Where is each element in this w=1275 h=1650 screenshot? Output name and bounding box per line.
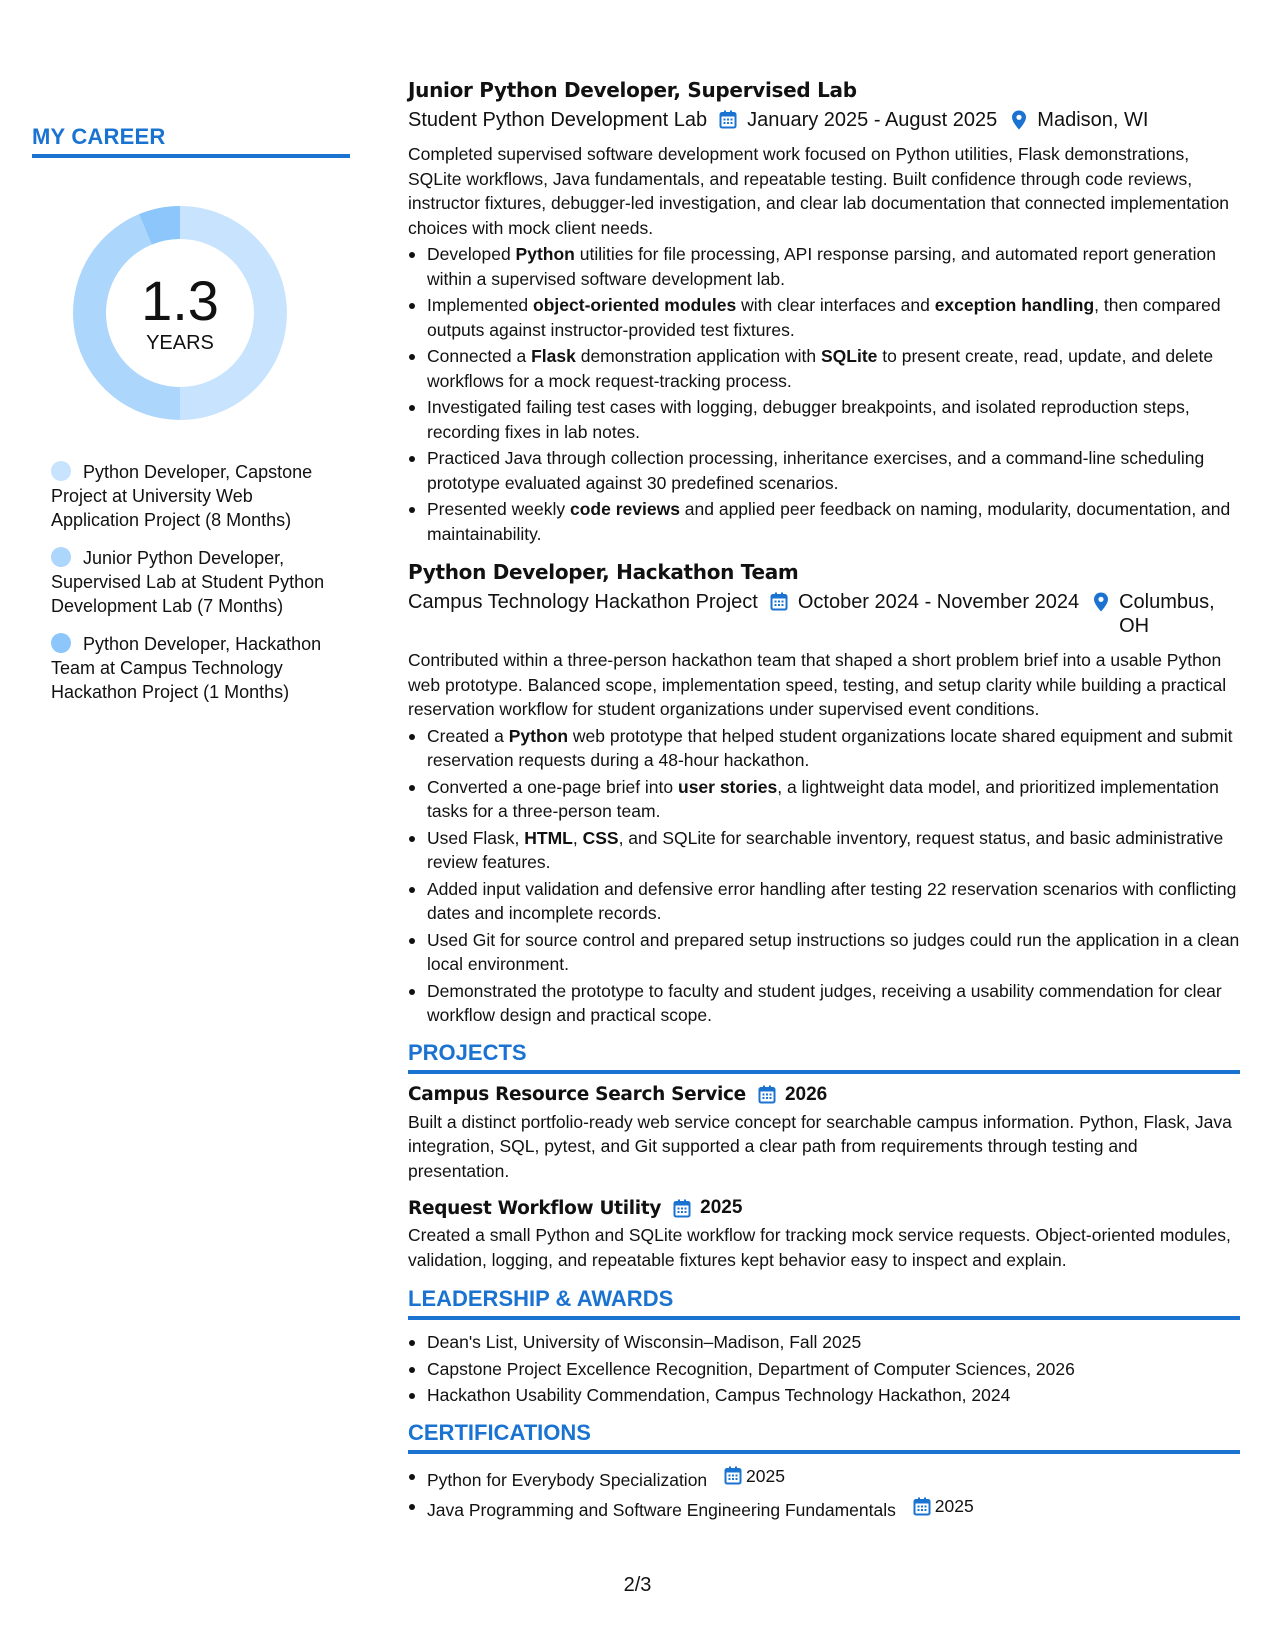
resume-main (408, 76, 1240, 1534)
certification-item (408, 1464, 1240, 1492)
projects-heading: PROJECTS (408, 1040, 1240, 1074)
job-dates (719, 108, 997, 132)
legend-item (51, 546, 340, 618)
job-bullet: Developed Python utilities for file processing, API response parsing, and automated report generation within a supervised software development lab. (408, 242, 1240, 291)
career-sidebar (32, 124, 350, 718)
calendar-icon (673, 1199, 691, 1218)
job-bullet: Presented weekly code reviews and applied peer feedback on naming, modularity, documentation, and maintainability. (408, 497, 1240, 546)
awards-list (408, 1330, 1240, 1408)
project-year: 2025 (700, 1197, 743, 1218)
map-pin-icon (1011, 110, 1027, 130)
donut-center (67, 200, 293, 426)
job-location-text: Columbus, OH (1119, 591, 1215, 637)
certification-year: 2025 (934, 1495, 974, 1516)
projects-section (408, 1040, 1240, 1273)
project-year: 2026 (784, 1083, 828, 1105)
award-item: Dean's List, University of Wisconsin–Madison, Fall 2025 (408, 1330, 1240, 1355)
map-pin-icon (1093, 592, 1109, 612)
page-number: 2/3 (623, 1574, 652, 1596)
calendar-icon (724, 1466, 742, 1485)
job-bullet: Investigated failing test cases with logging, debugger breakpoints, and isolated reproduction steps, recording fixes in lab notes. (408, 395, 1240, 444)
job-bullet: Created a Python web prototype that helped student organizations locate shared equipment and submit reservation requests during a 48-hour hackathon. (408, 724, 1240, 773)
certifications-section (408, 1420, 1240, 1523)
calendar-icon (770, 592, 788, 611)
job-bullet: Demonstrated the prototype to faculty and student judges, receiving a usability commendation for clear workflow design and practical scope. (408, 979, 1240, 1028)
job-bullet: Added input validation and defensive error handling after testing 22 reservation scenarios with conflicting dates and incomplete records. (408, 877, 1240, 926)
calendar-icon (719, 110, 737, 129)
legend-dot (51, 461, 71, 481)
project-description: Built a distinct portfolio-ready web service concept for searchable campus information. Python, Flask, Java integration, SQL, pytest, and Git supported a clear path from requirements through testing and presentation. (408, 1111, 1232, 1181)
career-donut-chart (67, 200, 293, 426)
project-date (758, 1084, 827, 1106)
job-location (1093, 590, 1225, 638)
project-title: Campus Resource Search Service (408, 1084, 746, 1105)
calendar-icon (913, 1497, 931, 1516)
job-bullet: Implemented object-oriented modules with clear interfaces and exception handling, then compared outputs against instructor-provided test fixtures. (408, 293, 1240, 342)
project-date (673, 1197, 742, 1219)
legend-item (51, 632, 340, 704)
job-description: Completed supervised software development work focused on Python utilities, Flask demonstrations, SQLite workflows, Java fundamentals, and repeatable testing. Built confidence through code reviews, instructor fixtures, debugger-led investigation, and clear lab documentation that connected implementation choices with mock client needs. (408, 144, 1230, 238)
certification-item (408, 1494, 1240, 1522)
job-title: Junior Python Developer, Supervised Lab (408, 78, 857, 102)
legend-dot (51, 547, 71, 567)
job-organization: Campus Technology Hackathon Project (408, 591, 758, 613)
job-description: Contributed within a three-person hackathon team that shaped a short problem brief into a usable Python web prototype. Balanced scope, implementation speed, testing, and setup clarity while building a practical reservation workflow for student organizations under supervised event conditions. (408, 650, 1227, 719)
job-organization: Student Python Development Lab (408, 109, 708, 131)
certification-name: Python for Everybody Specialization (427, 1469, 708, 1490)
experience-entry (408, 76, 1240, 546)
job-bullet: Connected a Flask demonstration application with SQLite to present create, read, update, and delete workflows for a mock request-tracking process. (408, 344, 1240, 393)
job-bullet: Used Git for source control and prepared setup instructions so judges could run the application in a clean local environment. (408, 928, 1240, 977)
project-title: Request Workflow Utility (408, 1197, 662, 1219)
career-heading: MY CAREER (32, 124, 350, 158)
project-entry (408, 1197, 1240, 1272)
job-dates-text: October 2024 - November 2024 (797, 591, 1080, 613)
job-location-text: Madison, WI (1037, 109, 1149, 131)
job-bullet: Used Flask, HTML, CSS, and SQLite for searchable inventory, request status, and basic administrative review features. (408, 826, 1240, 875)
project-header (408, 1084, 1240, 1106)
awards-heading: LEADERSHIP & AWARDS (408, 1286, 1240, 1320)
legend-label: Python Developer, Hackathon Team at Campus Technology Hackathon Project (1 Months) (51, 634, 322, 702)
job-title: Python Developer, Hackathon Team (408, 560, 799, 584)
certification-date (913, 1494, 974, 1519)
certifications-heading: CERTIFICATIONS (408, 1420, 1240, 1454)
calendar-icon (758, 1085, 776, 1104)
award-item: Capstone Project Excellence Recognition, Department of Computer Sciences, 2026 (408, 1357, 1240, 1382)
project-header (408, 1197, 1240, 1219)
awards-section (408, 1286, 1240, 1408)
career-total-unit: YEARS (146, 331, 214, 354)
legend-label: Python Developer, Capstone Project at University Web Application Project (8 Months) (51, 462, 313, 530)
experience-entry (408, 558, 1240, 1028)
legend-item (51, 460, 340, 532)
award-item: Hackathon Usability Commendation, Campus Technology Hackathon, 2024 (408, 1383, 1240, 1408)
job-meta (408, 108, 1240, 132)
career-legend (32, 460, 350, 704)
project-description: Created a small Python and SQLite workflow for tracking mock service requests. Object-oriented modules, validation, logging, and repeatable fixtures kept behavior easy to inspect and explain. (408, 1225, 1231, 1270)
job-bullets (408, 724, 1240, 1028)
certification-year: 2025 (746, 1465, 785, 1486)
job-dates (770, 590, 1079, 614)
job-dates-text: January 2025 - August 2025 (747, 109, 998, 131)
career-total-years: 1.3 (141, 268, 219, 332)
certification-date (724, 1464, 785, 1489)
job-meta (408, 590, 1240, 638)
legend-dot (51, 633, 71, 653)
legend-label: Junior Python Developer, Supervised Lab at Student Python Development Lab (7 Months) (51, 548, 325, 616)
certification-name: Java Programming and Software Engineering Fundamentals (427, 1499, 896, 1520)
job-bullet: Converted a one-page brief into user stories, a lightweight data model, and prioritized implementation tasks for a three-person team. (408, 775, 1240, 824)
job-bullets (408, 242, 1240, 546)
job-bullet: Practiced Java through collection processing, inheritance exercises, and a command-line scheduling prototype evaluated against 30 predefined scenarios. (408, 446, 1240, 495)
job-location (1011, 108, 1148, 132)
project-entry (408, 1084, 1240, 1184)
certifications-list (408, 1464, 1240, 1523)
